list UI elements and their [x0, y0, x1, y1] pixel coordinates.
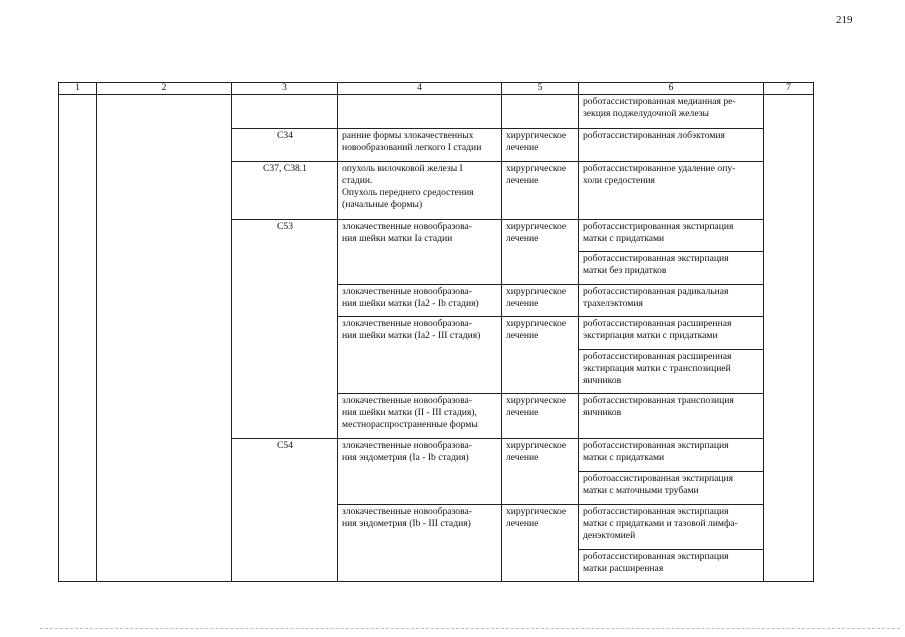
- column-header: 6: [579, 83, 764, 95]
- method-cell: роботоассистированная экстирпация матки с маточными трубами: [579, 472, 764, 505]
- disease-cell: злокачественные новообразова- ния шейки матки Ia стадии: [338, 220, 502, 285]
- method-cell: роботассистированная радикальная трахелэктомия: [579, 285, 764, 317]
- column-header: 3: [232, 83, 338, 95]
- page-number: 219: [836, 14, 853, 26]
- treatment-cell: хирургическое лечение: [502, 162, 579, 220]
- column-header: 2: [97, 83, 232, 95]
- treatment-cell: хирургическое лечение: [502, 220, 579, 285]
- code-cell: [232, 95, 338, 129]
- treatment-cell: хирургическое лечение: [502, 129, 579, 162]
- disease-cell: злокачественные новообразова- ния эндометрия (Ia - Ib стадия): [338, 439, 502, 505]
- code-cell: C34: [232, 129, 338, 162]
- scan-edge-line: [40, 628, 900, 630]
- method-cell: роботассистированная расширенная экстирпация матки с придатками: [579, 317, 764, 350]
- method-cell: роботассистрированная экстирпация матки с придатками: [579, 220, 764, 252]
- method-cell: роботассистированная транспозиция яичников: [579, 394, 764, 439]
- disease-cell: злокачественные новообразова- ния шейки матки (Ia2 - Ib стадия): [338, 285, 502, 317]
- treatment-cell: хирургическое лечение: [502, 285, 579, 317]
- disease-cell: ранние формы злокачественных новообразований легкого I стадии: [338, 129, 502, 162]
- disease-cell: злокачественные новообразова- ния эндометрия (Ib - III стадия): [338, 505, 502, 582]
- column-header: 4: [338, 83, 502, 95]
- method-cell: роботассистированная экстирпация матки расширенная: [579, 550, 764, 582]
- header-row: [59, 83, 814, 95]
- code-cell: C54: [232, 439, 338, 582]
- disease-cell: злокачественные новообразова- ния шейки матки (II - III стадия), местнораспространенные формы: [338, 394, 502, 439]
- col7-cell: [764, 95, 814, 582]
- treatment-cell: хирургическое лечение: [502, 317, 579, 394]
- medical-table: [58, 82, 814, 582]
- method-cell: роботассистированная экстирпация матки без придатков: [579, 252, 764, 285]
- treatment-cell: хирургическое лечение: [502, 439, 579, 505]
- method-cell: роботассистированная медианная ре- зекция поджелудочной железы: [579, 95, 764, 129]
- method-cell: роботассистированная расширенная экстирпация матки с транспозицией яичников: [579, 350, 764, 394]
- code-cell: C37, C38.1: [232, 162, 338, 220]
- column-header: 7: [764, 83, 814, 95]
- table-row: [59, 95, 814, 129]
- treatment-cell: хирургическое лечение: [502, 394, 579, 439]
- disease-cell: злокачественные новообразова- ния шейки матки (Ia2 - III стадия): [338, 317, 502, 394]
- method-cell: роботассистированная экстирпация матки с придатками: [579, 439, 764, 472]
- treatment-cell: [502, 95, 579, 129]
- column-header: 1: [59, 83, 97, 95]
- col2-cell: [97, 95, 232, 582]
- method-cell: роботассистированная экстирпация матки с придатками и тазовой лимфа- денэктомией: [579, 505, 764, 550]
- code-cell: C53: [232, 220, 338, 439]
- disease-cell: [338, 95, 502, 129]
- method-cell: роботассистированная лобэктомия: [579, 129, 764, 162]
- column-header: 5: [502, 83, 579, 95]
- method-cell: роботассистированное удаление опу- холи средостения: [579, 162, 764, 220]
- col1-cell: [59, 95, 97, 582]
- treatment-cell: хирургическое лечение: [502, 505, 579, 582]
- disease-cell: опухоль вилочковой железы I стадии. Опухоль переднего средостения (начальные формы): [338, 162, 502, 220]
